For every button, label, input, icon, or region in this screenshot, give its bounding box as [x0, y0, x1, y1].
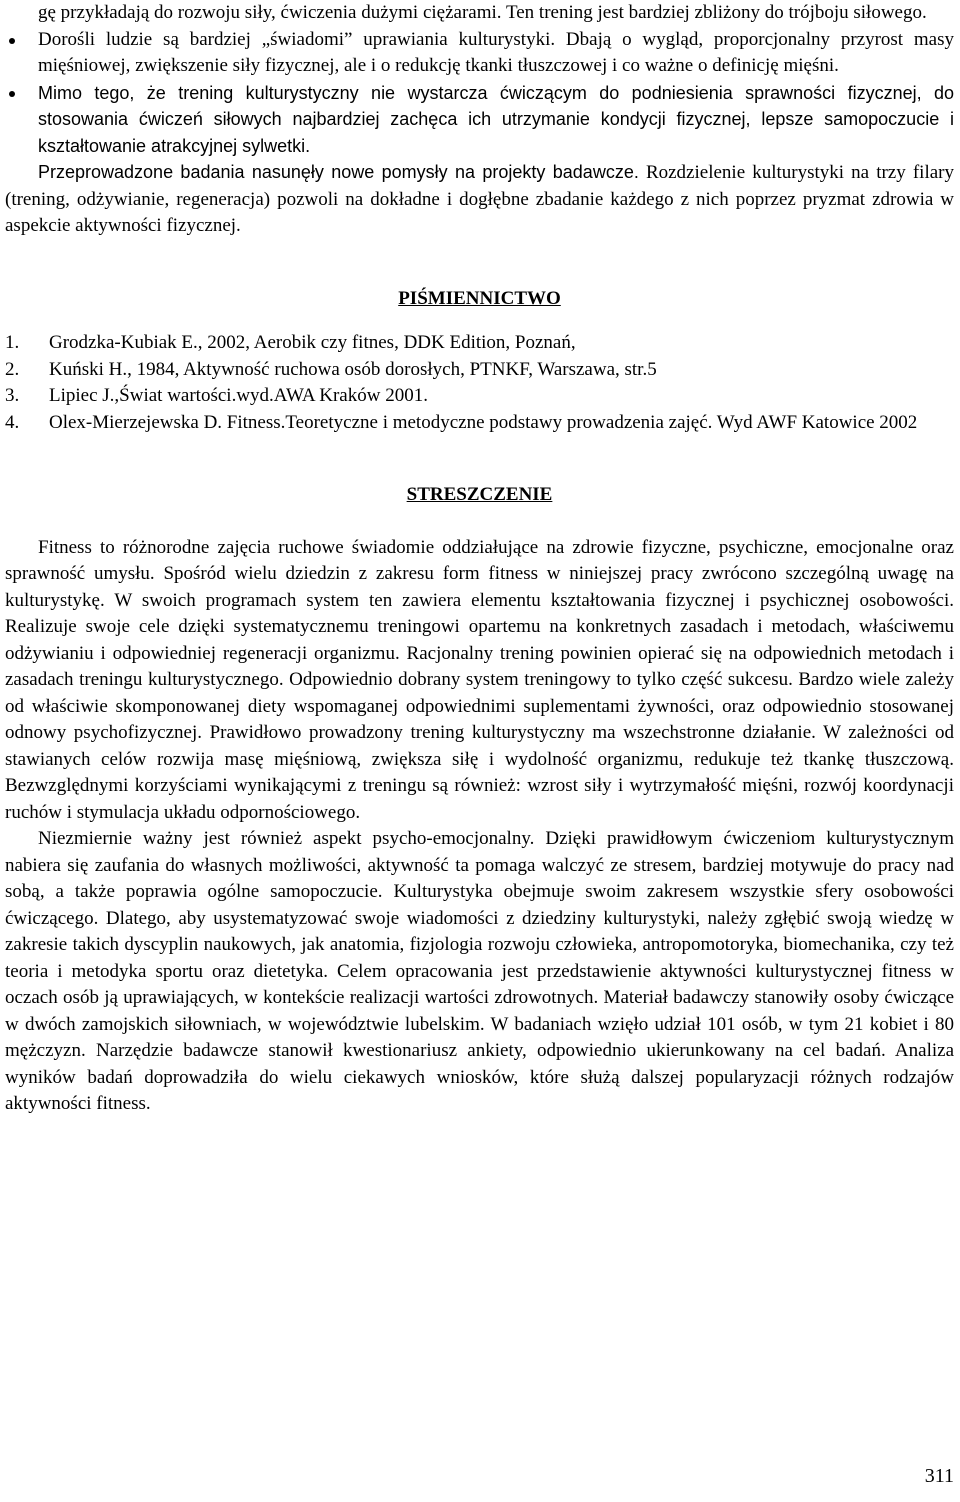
summary-paragraph-2: Niezmiernie ważny jest również aspekt psycho-emocjonalny. Dzięki prawidłowym ćwiczeniom kulturystycznym nabiera się zaufania do własnych możliwości, aktywność ta pomaga walczyć ze stresem, bardziej motywuje do pracy nad sobą, a także poprawia ogólne samopoczucie. Kulturystyka obejmuje swoim zakresem wszystkie sfery osobowości ćwiczącego. Dlatego, aby usystematyzować swoje wiadomości z dziedziny kulturystyki, należy zgłębić swoją wiedzę w zakresie takich dyscyplin naukowych, jak anatomia, fizjologia rozwoju człowieka, antropomotoryka, biomechanika, czy też teoria i metodyka sportu oraz dietetyka. Celem opracowania jest przedstawienie aktywności kulturystycznej fitness w oczach osób ją uprawiających, w kontekście realizacji wartości zdrowotnych. Materiał badawczy stanowiły osoby ćwiczące w dwóch zamojskich siłowniach, w województwie lubelskim. W badaniach wzięło udział 101 osób, w tym 21 kobiet i 80 mężczyzn. Narzędzie badawcze stanowił kwestionariusz ankiety, odpowiednio ukierunkowany na cel badań. Analiza wyników badań doprowadziła do wielu ciekawych wniosków, które służą dalszej popularyzacji różnych rodzajów aktywności fitness. — [5, 828, 954, 1114]
references-list — [5, 330, 954, 436]
references-heading: PIŚMIENNICTWO — [398, 287, 561, 309]
bullet-continuation — [5, 0, 954, 27]
closing-sans-text: Przeprowadzone badania nasunęły nowe pomysły na projekty badawcze. — [38, 162, 639, 182]
reference-number: 4. — [5, 411, 20, 433]
reference-text: Kuński H., 1984, Aktywność ruchowa osób dorosłych, PTNKF, Warszawa, str.5 — [49, 358, 657, 380]
bullet-text: Dorośli ludzie są bardziej „świadomi” uprawiania kulturystyki. Dbają o wygląd, proporcjonalny przyrost masy mięśniowej, zwiększenie siły fizycznej, ale i o redukcję tkanki tłuszczowej i co ważne o definicję mięśni. — [38, 28, 954, 76]
reference-text: Olex-Mierzejewska D. Fitness.Teoretyczne i metodyczne podstawy prowadzenia zajęć. Wyd AWF Katowice 2002 — [49, 411, 918, 433]
reference-item — [5, 410, 954, 437]
reference-text: Lipiec J.,Świat wartości.wyd.AWA Kraków 2001. — [49, 385, 428, 406]
summary-paragraph-1: Fitness to różnorodne zajęcia ruchowe świadomie oddziałujące na zdrowie fizyczne, psychiczne, emocjonalne oraz sprawność umysłu. Spośród wielu dziedzin z zakresu form fitness w niniejszej pracy zwrócono szczególną uwagę na kulturystykę. W swoich programach system ten zawiera elementu kształtowania fizycznej i psychicznej osobowości. Realizuje swoje cele dzięki systematycznemu treningowi opartemu na konkretnych zasadach i metodach, właściwemu odżywianiu i odpowiedniej regeneracji organizmu. Racjonalny trening powinien opierać się na odpowiednich metodach i zasadach treningu kulturystycznego. Odpowiednio dobrany system treningowy to tylko część sukcesu. Bardzo wiele zależy od właściwie skomponowanej diety wspomaganej odpowiednimi suplementami żywności, oraz odpowiednio stosowanej odnowy psychofizycznej. Prawidłowo prowadzony trening kulturystyczny ma wszechstronne działanie. W zależności od stawianych celów rozwija masę mięśniową, zwiększa siłę i wydolność organizmu, redukuje też tkankę tłuszczową. Bezwzględnymi korzyściami wynikającymi z treningu są również: wzrost siły i wytrzymałość mięśni, rozwój koordynacji ruchów i stymulacja układu odpornościowego. — [5, 536, 954, 823]
reference-item — [5, 357, 954, 384]
bullet-item-adults — [5, 27, 954, 80]
summary-heading: STRESZCZENIE — [406, 484, 553, 505]
reference-number: 1. — [5, 332, 20, 353]
reference-item — [5, 383, 954, 410]
closing-serif-text: Rozdzielenie kulturystyki na trzy filary (trening, odżywianie, regeneracja) pozwoli na dokładne i dogłębne zbadanie każdego z nich poprzez pryzmat zdrowia w aspekcie aktywności fizycznej. — [5, 162, 954, 236]
reference-number: 3. — [5, 385, 20, 406]
reference-text: Grodzka-Kubiak E., 2002, Aerobik czy fitnes, DDK Edition, Poznań, — [49, 332, 576, 353]
reference-number: 2. — [5, 358, 20, 380]
bullet-item-motivation — [5, 80, 954, 160]
closing-paragraph — [5, 159, 954, 240]
bullet-dot-icon — [9, 91, 15, 97]
bullet-list — [5, 0, 954, 159]
bullet-dot-icon — [9, 38, 15, 44]
page-number: 311 — [924, 1465, 954, 1487]
bullet-continuation-text: gę przykładają do rozwoju siły, ćwiczenia dużymi ciężarami. Ten trening jest bardziej zbliżony do trójboju siłowego. — [38, 2, 927, 23]
reference-item — [5, 330, 954, 357]
bullet-text: Mimo tego, że trening kulturystyczny nie wystarcza ćwiczącym do podniesienia sprawności fizycznej, do stosowania ćwiczeń siłowych najbardziej zachęca ich utrzymanie kondycji fizycznej, lepsze samopoczucie i kształtowanie atrakcyjnej sylwetki. — [38, 82, 954, 156]
